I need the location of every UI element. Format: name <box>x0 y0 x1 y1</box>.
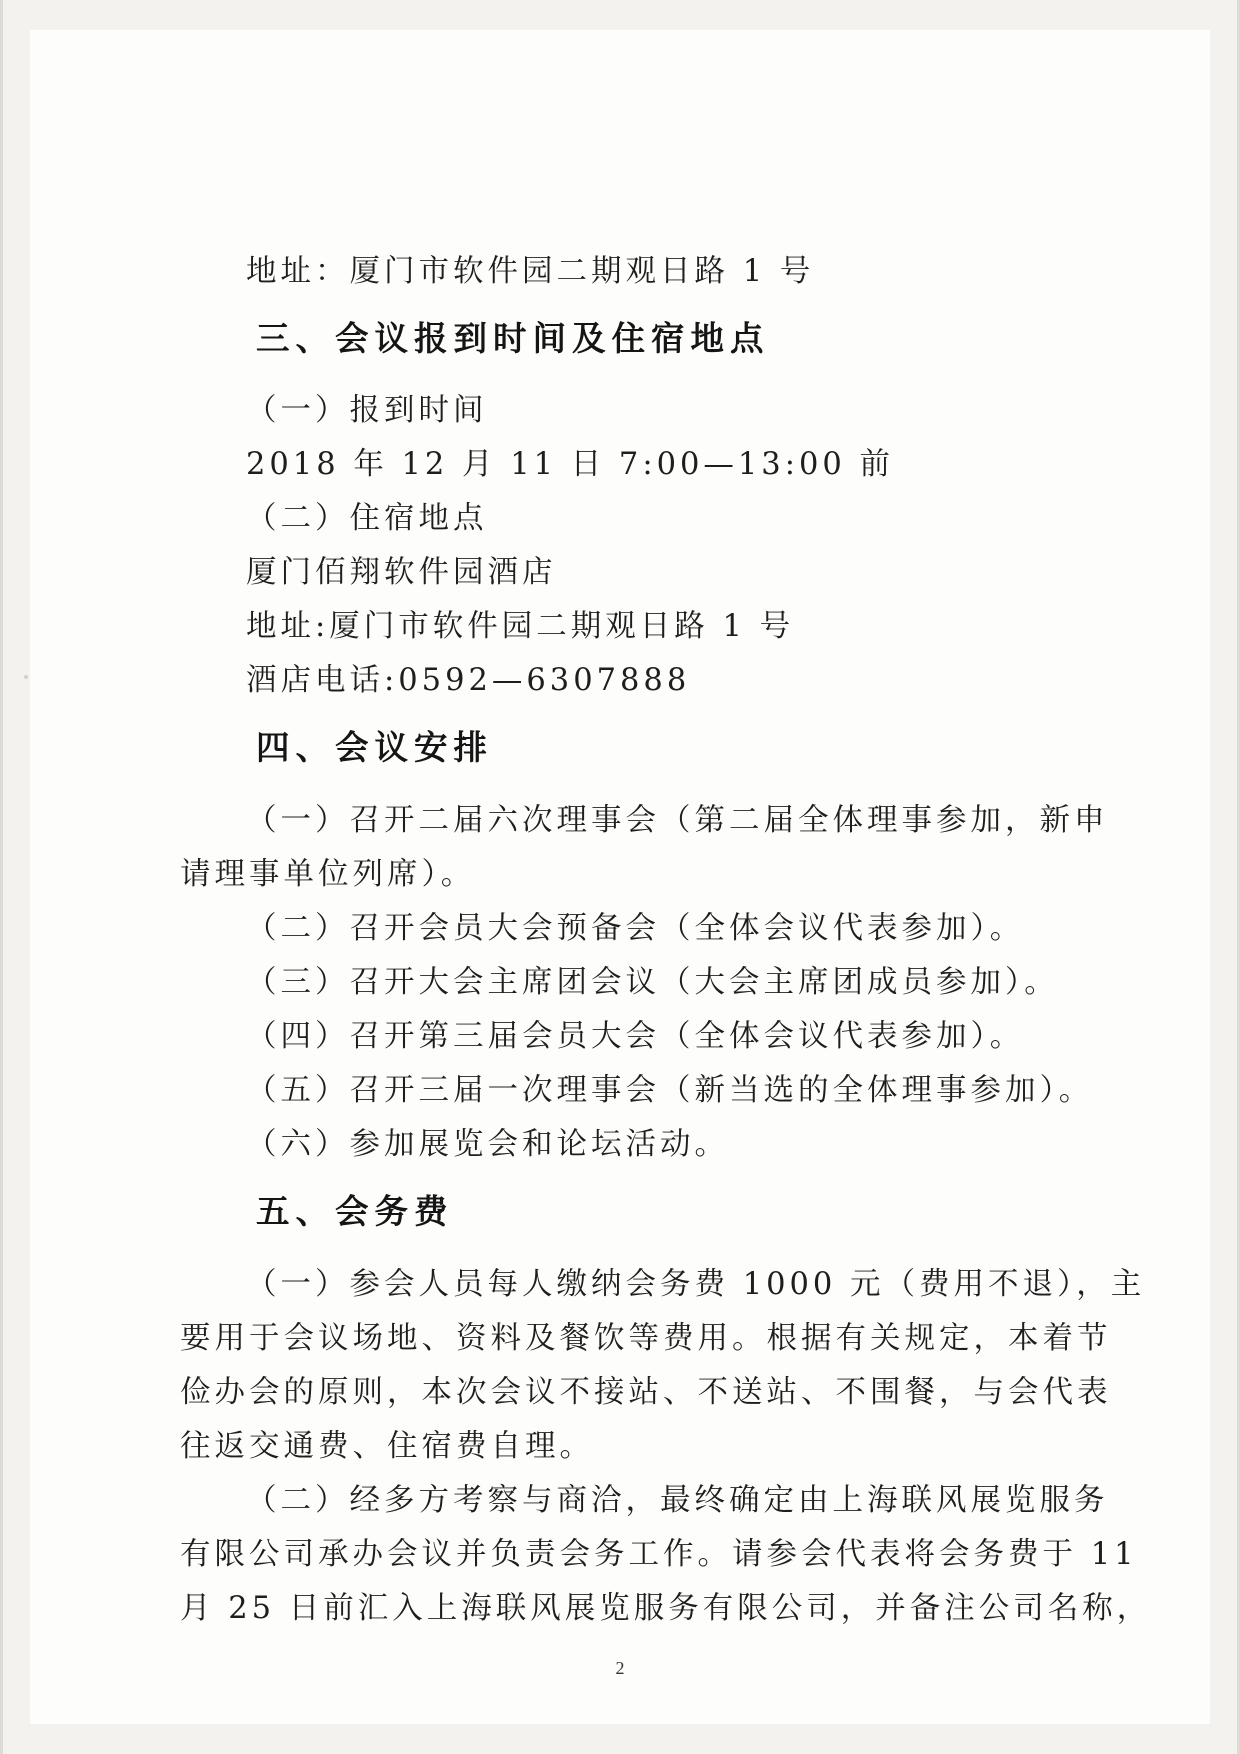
arrangement-item-6: （六）参加展览会和论坛活动。 <box>246 1127 729 1162</box>
section-heading-registration: 三、会议报到时间及住宿地点 <box>256 319 770 358</box>
fees-paragraph-1-line-2: 要用于会议场地、资料及餐饮等费用。根据有关规定，本着节 <box>180 1321 1112 1356</box>
section-heading-fees: 五、会务费 <box>256 1192 454 1231</box>
fees-paragraph-2-line-2: 有限公司承办会议并负责会务工作。请参会代表将会务费于 11 <box>180 1537 1138 1572</box>
registration-time-value: 2018 年 12 月 11 日 7:00—13:00 前 <box>246 447 894 482</box>
arrangement-item-1: （一）召开二届六次理事会（第二届全体理事参加，新申 <box>246 803 1109 838</box>
scan-edge-left <box>0 0 3 1754</box>
fees-paragraph-1-line-4: 往返交通费、住宿费自理。 <box>180 1429 594 1464</box>
scan-speck <box>24 675 28 679</box>
fees-paragraph-2-line-3: 月 25 日前汇入上海联风展览服务有限公司，并备注公司名称， <box>180 1591 1152 1626</box>
hotel-address: 地址:厦门市软件园二期观日路 1 号 <box>246 609 795 644</box>
arrangement-item-1-cont: 请理事单位列席）。 <box>180 857 476 892</box>
page-number: 2 <box>615 1658 625 1678</box>
fees-paragraph-2-line-1: （二）经多方考察与商洽，最终确定由上海联风展览服务 <box>246 1483 1109 1518</box>
arrangement-item-4: （四）召开第三届会员大会（全体会议代表参加）。 <box>246 1019 1025 1054</box>
address-line: 地址：厦门市软件园二期观日路 1 号 <box>246 254 815 289</box>
hotel-name: 厦门佰翔软件园酒店 <box>246 555 557 590</box>
section-heading-arrangement: 四、会议安排 <box>256 728 493 767</box>
arrangement-item-3: （三）召开大会主席团会议（大会主席团成员参加）。 <box>246 965 1059 1000</box>
subheading-registration-time: （一）报到时间 <box>246 393 488 428</box>
fees-paragraph-1-line-3: 俭办会的原则，本次会议不接站、不送站、不围餐，与会代表 <box>180 1375 1112 1410</box>
subheading-accommodation: （二）住宿地点 <box>246 501 488 536</box>
hotel-phone: 酒店电话:0592—6307888 <box>246 663 691 698</box>
arrangement-item-2: （二）召开会员大会预备会（全体会议代表参加）。 <box>246 911 1025 946</box>
fees-paragraph-1-line-1: （一）参会人员每人缴纳会务费 1000 元（费用不退），主 <box>246 1267 1146 1302</box>
arrangement-item-5: （五）召开三届一次理事会（新当选的全体理事参加）。 <box>246 1073 1094 1108</box>
